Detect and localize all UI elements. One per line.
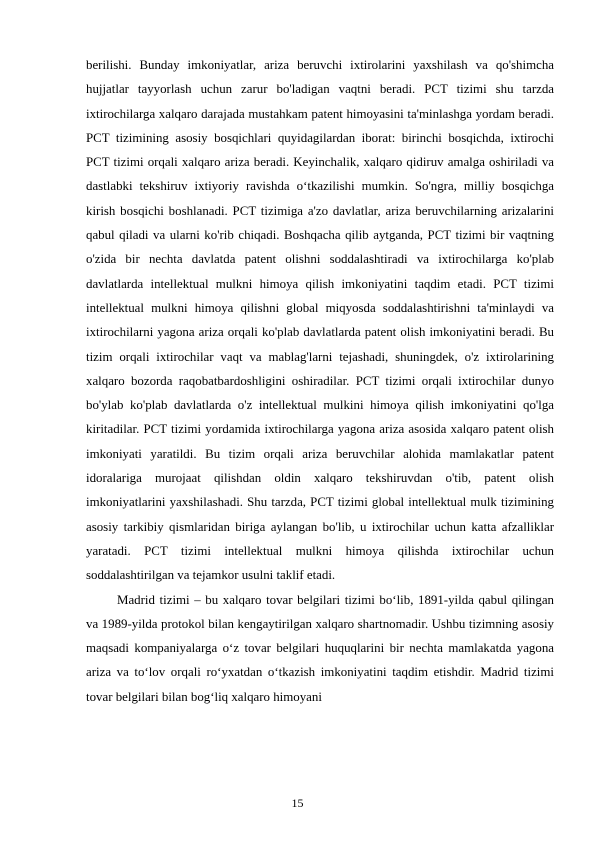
- body-paragraph-pct: berilishi. Bunday imkoniyatlar, ariza beruvchi ixtirolarini yaxshilash va qo'shimcha hujjatlar tayyorlash uchun zarur bo'ladigan vaqtni beradi. PCT tizimi shu tarzda ixtirochilarga xalqaro darajada mustahkam patent himoyasini ta'minlashga yordam beradi. PCT tizimining asosiy bosqichlari quyidagilardan iborat: birinchi bosqichda, ixtirochi PCT tizimi orqali xalqaro ariza beradi. Keyinchalik, xalqaro qidiruv amalga oshiriladi va dastlabki tekshiruv ixtiyoriy ravishda o‘tkazilishi mumkin. So'ngra, milliy bosqichga kirish bosqichi boshlanadi. PCT tizimiga a'zo davlatlar, ariza beruvchilarning arizalarini qabul qiladi va ularni ko'rib chiqadi. Boshqacha qilib aytganda, PCT tizimi bir vaqtning o'zida bir nechta davlatda patent olishni soddalashtiradi va ixtirochilarga ko'plab davlatlarda intellektual mulkni himoya qilish imkoniyatini taqdim etadi. PCT tizimi intellektual mulkni himoya qilishni global miqyosda soddalashtirishni ta'minlaydi va ixtirochilarni yagona ariza orqali ko'plab davlatlarda patent olish imkoniyatini beradi. Bu tizim orqali ixtirochilar vaqt va mablag'larni tejashadi, shuningdek, o'z ixtirolarining xalqaro bozorda raqobatbardoshligini oshiradilar. PCT tizimi orqali ixtirochilar dunyo bo'ylab ko'plab davlatlarda o'z intellektual mulkini himoya qilish imkoniyatini qo'lga kiritadilar. PCT tizimi yordamida ixtirochilarga yagona ariza asosida xalqaro patent olish imkoniyati yaratildi. Bu tizim orqali ariza beruvchilar alohida mamlakatlar patent idoralariga murojaat qilishdan oldin xalqaro tekshiruvdan o'tib, patent olish imkoniyatlarini yaxshilashadi. Shu tarzda, PCT tizimi global intellektual mulk tizimining asosiy tarkibiy qismlaridan biriga aylangan bo'lib, u ixtirochilar uchun katta afzalliklar yaratadi. PCT tizimi intellektual mulkni himoya qilishda ixtirochilar uchun soddalashtirilgan va tejamkor usulni taklif etadi.: [86, 58, 554, 583]
- body-paragraph-madrid: Madrid tizimi – bu xalqaro tovar belgilari tizimi bo‘lib, 1891-yilda qabul qilingan va 1989-yilda protokol bilan kengaytirilgan xalqaro shartnomadir. Ushbu tizimning asosiy maqsadi kompaniyalarga o‘z tovar belgilari huquqlarini bir nechta mamlakatda yagona ariza va to‘lov orqali ro‘yxatdan o‘tkazish imkoniyatini taqdim etishdir. Madrid tizimi tovar belgilari bilan bog‘liq xalqaro himoyani: [86, 592, 554, 704]
- page-number: 15: [291, 796, 304, 810]
- document-page: [86, 53, 554, 709]
